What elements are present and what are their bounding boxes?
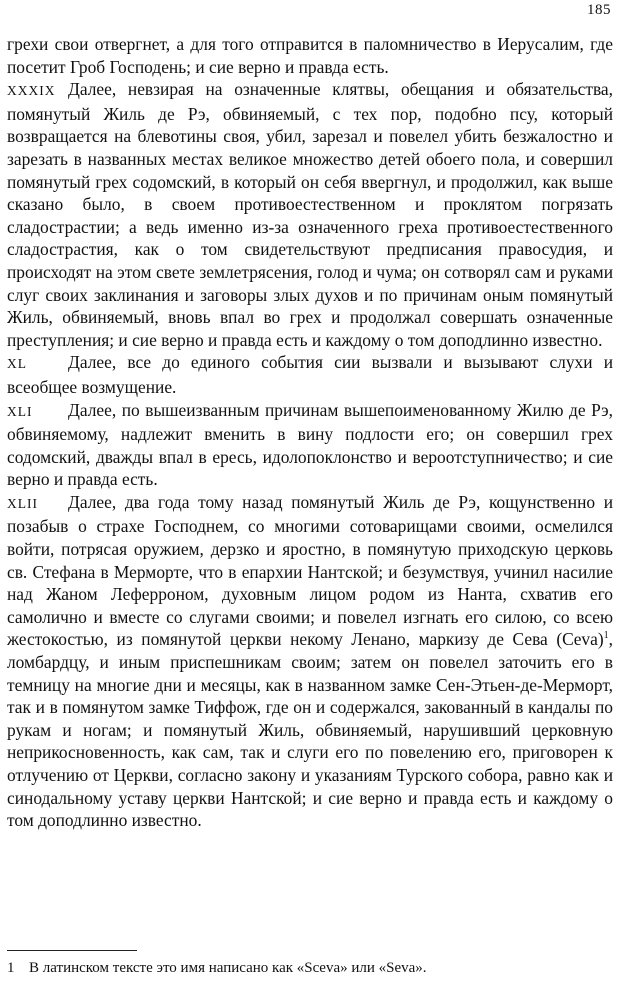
paragraph-text: грехи свои отвергнет, а для того отправится в паломничество в Иерусалим, где посетит Гроб Господень; и сие верно и правда есть.	[7, 34, 613, 77]
article-41	[7, 399, 613, 491]
paragraph-text: , ломбардцу, и иным приспешникам своим; затем он повелел заточить его в темницу на многие дни и месяцы, как в названном замке Сен-Этьен-де-Мерморт, так и в помянутом замке Тиффож, где он и содержался, закованный в кандалы по рукам и ногам; и помянутый Жиль, обвиняемый, нарушивший церковную неприкосновенность, как сам, так и слуги его по повелению его, приговорен к отлучению от Церкви, согласно закону и указаниям Турского собора, равно как и синодальному уставу церкви Нантской; и сие верно и правда есть и каждому о том доподлинно известно.	[7, 629, 613, 831]
article-number: XLI	[7, 403, 33, 419]
footnote-marker[interactable]: 1	[603, 630, 609, 642]
article-39	[7, 78, 613, 351]
paragraph-text: Далее, по вышеизванным причинам вышепоименованному Жилю де Рэ, обвиняемому, надлежит вменить в вину подлости его; он совершил грех содомский, дважды впал в ересь, идолопоклонство и вероотступничество; и сие верно и правда есть.	[7, 399, 613, 490]
article-42	[7, 491, 613, 832]
body-text	[7, 33, 613, 832]
footnote-divider	[7, 950, 137, 951]
paragraph-text: Далее, невзирая на означенные клятвы, обещания и обязательства, помянутый Жиль де Рэ, обвиняемый, с тех пор, подобно псу, который возвращается на блевотины своя, убил, зарезал и повелел убить безжалостно и зарезать в названных местах великое множество детей обоего пола, и совершил помянутый грех содомский, в который он себя ввергнул, и продолжил, как выше сказано было, в своем противоестественном и проклятом погрязать сладострастии; а ведь именно из-за означенного греха противоестественного сладострастия, как о том свидетельствуют предписания правосудия, и происходят на этом свете землетрясения, голод и чума; он сотворял сам и руками слуг своих заклинания и заговоры злых духов и по причинам оным помянутый Жиль, обвиняемый, вновь впал во грех и продолжал совершать означенные преступления; и сие верно и правда есть и каждому о том доподлинно известно.	[7, 79, 613, 350]
page-number: 185	[587, 2, 611, 18]
article-40	[7, 351, 613, 398]
article-number: XL	[7, 356, 27, 372]
paragraph-text: Далее, два года тому назад помянутый Жиль де Рэ, кощунственно и позабыв о страхе Господнем, со многими сотоварищами своими, осмелился войти, потрясая оружием, дерзко и яростно, в помянутую приходскую церковь св. Стефана в Мерморте, что в епархии Нантской; и безумствуя, учинил насилие над Жаном Леферроном, духовным лицом родом из Нанта, схватив его самолично и вместе со слугами своими; и повелел изгнать его силою, со всею жестокостью, из помянутой церкви некому Ленано, маркизу де Сева (Ceva)	[7, 491, 613, 650]
article-number: XXXIX	[7, 83, 56, 99]
footnote	[7, 958, 613, 978]
footnote-text: В латинском тексте это имя написано как «Sceva» или «Seva».	[29, 960, 427, 976]
article-number: XLII	[7, 495, 38, 511]
paragraph-text: Далее, все до единого события сии вызвали и вызывают слухи и всеобщее возмущение.	[7, 352, 613, 397]
footnote-number: 1	[7, 960, 15, 976]
paragraph-continued	[7, 33, 613, 78]
